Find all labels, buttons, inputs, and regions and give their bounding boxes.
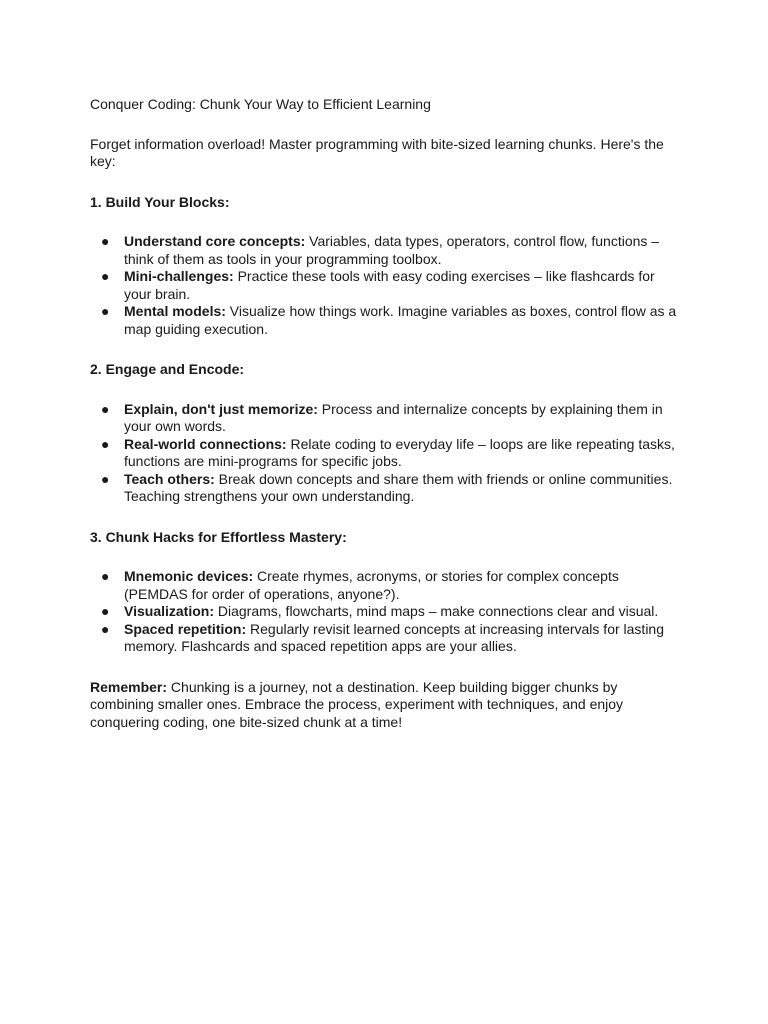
bullet-list-build-blocks	[90, 233, 678, 338]
item-text: Relate coding to everyday life – loops are like repeating tasks, functions are mini-programs for specific jobs.	[124, 435, 675, 469]
item-text: Visualize how things work. Imagine variables as boxes, control flow as a map guiding execution.	[124, 303, 677, 337]
item-label: Mental models:	[124, 303, 226, 319]
item-label: Mini-challenges:	[124, 268, 234, 284]
closing-text: Chunking is a journey, not a destination. Keep building bigger chunks by combining smaller ones. Embrace the process, experiment with techniques, and enjoy conquering coding, one bite-sized chunk at a time!	[90, 678, 624, 730]
list-item	[90, 603, 678, 621]
bullet-icon: ●	[101, 470, 110, 487]
closing-paragraph	[90, 679, 678, 732]
intro-paragraph: Forget information overload! Master programming with bite-sized learning chunks. Here's the key:	[90, 135, 664, 169]
item-label: Explain, don't just memorize:	[124, 400, 318, 417]
list-item	[90, 436, 678, 471]
list-item	[90, 303, 678, 338]
list-item	[90, 401, 678, 436]
item-text: Practice these tools with easy coding exercises – like flashcards for your brain.	[124, 268, 655, 302]
item-text: Diagrams, flowcharts, mind maps – make connections clear and visual.	[213, 603, 659, 619]
bullet-icon: ●	[101, 400, 110, 417]
item-label: Mnemonic devices:	[124, 568, 254, 584]
item-text: Break down concepts and share them with friends or online communities. Teaching strengthens your own understanding.	[124, 470, 673, 504]
bullet-icon: ●	[101, 568, 110, 584]
item-text: Regularly revisit learned concepts at increasing intervals for lasting memory. Flashcards and spaced repetition apps are your allies.	[124, 620, 665, 654]
item-label: Real-world connections:	[124, 435, 287, 452]
item-text: Create rhymes, acronyms, or stories for complex concepts (PEMDAS for order of operations, anyone?).	[124, 568, 619, 602]
list-item	[90, 621, 678, 656]
item-label: Understand core concepts:	[124, 233, 306, 249]
item-text: Process and internalize concepts by explaining them in your own words.	[124, 400, 663, 434]
list-item	[90, 568, 678, 603]
section-heading-build-blocks: 1. Build Your Blocks:	[90, 193, 230, 210]
closing-label: Remember:	[90, 678, 168, 695]
bullet-list-chunk-hacks	[90, 568, 678, 656]
item-label: Visualization:	[124, 603, 214, 619]
bullet-icon: ●	[101, 603, 110, 619]
list-item	[90, 471, 678, 506]
section-heading-engage-encode: 2. Engage and Encode:	[90, 361, 245, 377]
document-title: Conquer Coding: Chunk Your Way to Efficient Learning	[90, 96, 431, 112]
bullet-icon: ●	[101, 303, 110, 319]
bullet-list-engage-encode	[90, 401, 678, 506]
bullet-icon: ●	[101, 268, 110, 284]
bullet-icon: ●	[101, 620, 110, 637]
bullet-icon: ●	[101, 435, 110, 452]
bullet-icon: ●	[101, 233, 110, 249]
list-item	[90, 233, 678, 268]
item-label: Teach others:	[124, 470, 215, 487]
item-label: Spaced repetition:	[124, 620, 247, 637]
section-heading-chunk-hacks: 3. Chunk Hacks for Effortless Mastery:	[90, 528, 347, 545]
item-text: Variables, data types, operators, control flow, functions – think of them as tools in your programming toolbox.	[124, 233, 660, 267]
list-item	[90, 268, 678, 303]
